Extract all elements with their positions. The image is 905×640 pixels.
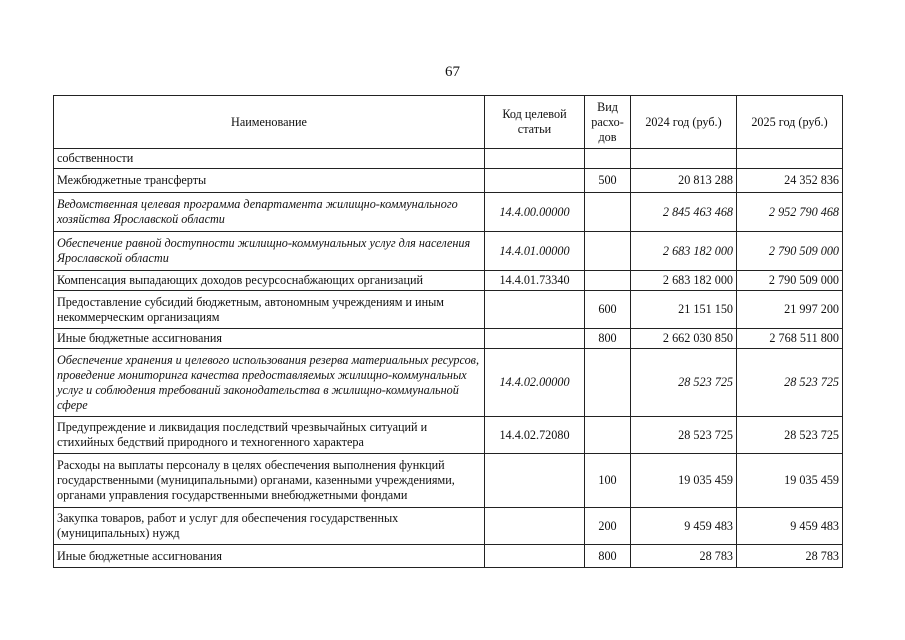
cell-amount-2024: 2 683 182 000 — [631, 271, 737, 291]
cell-name: Межбюджетные трансферты — [54, 169, 485, 193]
cell-name: Иные бюджетные ассигнования — [54, 545, 485, 568]
cell-amount-2024: 19 035 459 — [631, 454, 737, 508]
cell-amount-2024: 9 459 483 — [631, 508, 737, 545]
cell-expense-type — [585, 193, 631, 232]
cell-target-code — [485, 329, 585, 349]
cell-amount-2024: 2 845 463 468 — [631, 193, 737, 232]
cell-name: Ведомственная целевая программа департамента жилищно-коммунального хозяйства Ярославской области — [54, 193, 485, 232]
cell-amount-2024: 28 523 725 — [631, 417, 737, 454]
cell-target-code: 14.4.02.72080 — [485, 417, 585, 454]
table-row — [54, 271, 843, 291]
cell-expense-type — [585, 149, 631, 169]
cell-name: Обеспечение равной доступности жилищно-коммунальных услуг для населения Ярославской области — [54, 232, 485, 271]
cell-name: Предупреждение и ликвидация последствий чрезвычайных ситуаций и стихийных бедствий природного и техногенного характера — [54, 417, 485, 454]
cell-amount-2024: 21 151 150 — [631, 291, 737, 329]
header-year-2025: 2025 год (руб.) — [737, 96, 843, 149]
table-body — [54, 149, 843, 568]
cell-amount-2025: 2 768 511 800 — [737, 329, 843, 349]
cell-target-code — [485, 508, 585, 545]
cell-name: Обеспечение хранения и целевого использования резерва материальных ресурсов, проведение мониторинга качества предоставляемых жилищно-коммунальных услуг и соблюдения требований законодательства в жилищно-коммунальной сфере — [54, 349, 485, 417]
cell-target-code — [485, 169, 585, 193]
cell-amount-2025: 28 523 725 — [737, 349, 843, 417]
cell-target-code: 14.4.02.00000 — [485, 349, 585, 417]
cell-name: Компенсация выпадающих доходов ресурсоснабжающих организаций — [54, 271, 485, 291]
cell-expense-type: 800 — [585, 329, 631, 349]
cell-amount-2025: 2 952 790 468 — [737, 193, 843, 232]
cell-target-code — [485, 291, 585, 329]
cell-expense-type — [585, 271, 631, 291]
cell-target-code — [485, 149, 585, 169]
cell-expense-type: 500 — [585, 169, 631, 193]
cell-expense-type: 200 — [585, 508, 631, 545]
table-row — [54, 545, 843, 568]
cell-target-code — [485, 454, 585, 508]
table-row — [54, 329, 843, 349]
table-row — [54, 232, 843, 271]
table-row — [54, 454, 843, 508]
table-row — [54, 149, 843, 169]
cell-name: Иные бюджетные ассигнования — [54, 329, 485, 349]
cell-amount-2025: 28 783 — [737, 545, 843, 568]
cell-name: Предоставление субсидий бюджетным, автономным учреждениям и иным некоммерческим организациям — [54, 291, 485, 329]
table-row — [54, 193, 843, 232]
cell-name: Расходы на выплаты персоналу в целях обеспечения выполнения функций государственными (муниципальными) органами, казенными учреждениями, органами управления государственными внебюджетными фондами — [54, 454, 485, 508]
cell-name: собственности — [54, 149, 485, 169]
cell-expense-type: 800 — [585, 545, 631, 568]
header-year-2024: 2024 год (руб.) — [631, 96, 737, 149]
cell-name: Закупка товаров, работ и услуг для обеспечения государственных (муниципальных) нужд — [54, 508, 485, 545]
cell-amount-2024: 2 683 182 000 — [631, 232, 737, 271]
table-row — [54, 417, 843, 454]
cell-expense-type: 600 — [585, 291, 631, 329]
cell-expense-type: 100 — [585, 454, 631, 508]
cell-amount-2024: 28 523 725 — [631, 349, 737, 417]
cell-amount-2025: 21 997 200 — [737, 291, 843, 329]
table-row — [54, 349, 843, 417]
cell-amount-2025: 19 035 459 — [737, 454, 843, 508]
header-row — [54, 96, 843, 149]
cell-amount-2024 — [631, 149, 737, 169]
cell-target-code — [485, 545, 585, 568]
cell-amount-2024: 28 783 — [631, 545, 737, 568]
header-name: Наименование — [54, 96, 485, 149]
cell-amount-2025: 9 459 483 — [737, 508, 843, 545]
cell-amount-2025: 2 790 509 000 — [737, 271, 843, 291]
cell-expense-type — [585, 232, 631, 271]
header-target-code: Код целевой статьи — [485, 96, 585, 149]
budget-table — [53, 95, 843, 568]
table-row — [54, 169, 843, 193]
cell-expense-type — [585, 349, 631, 417]
cell-amount-2024: 2 662 030 850 — [631, 329, 737, 349]
cell-expense-type — [585, 417, 631, 454]
cell-amount-2024: 20 813 288 — [631, 169, 737, 193]
header-expense-type: Вид расхо-дов — [585, 96, 631, 149]
table-row — [54, 508, 843, 545]
cell-amount-2025: 28 523 725 — [737, 417, 843, 454]
cell-amount-2025: 24 352 836 — [737, 169, 843, 193]
cell-amount-2025: 2 790 509 000 — [737, 232, 843, 271]
cell-target-code: 14.4.01.00000 — [485, 232, 585, 271]
cell-target-code: 14.4.01.73340 — [485, 271, 585, 291]
cell-amount-2025 — [737, 149, 843, 169]
page-number: 67 — [445, 64, 460, 80]
table-row — [54, 291, 843, 329]
cell-target-code: 14.4.00.00000 — [485, 193, 585, 232]
